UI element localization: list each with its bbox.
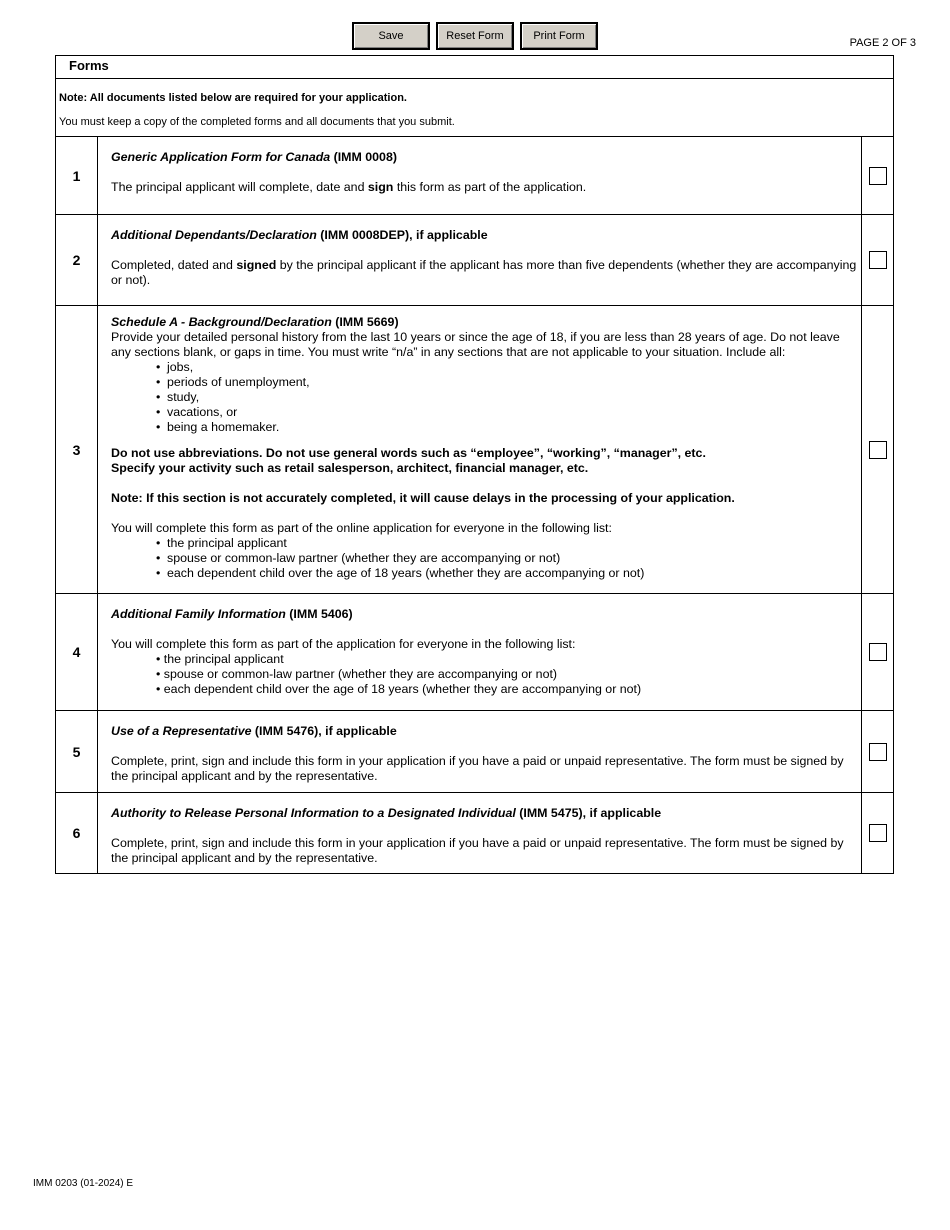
form-title: Schedule A - Background/Declaration [111,315,332,329]
form-4-checkbox[interactable] [869,643,887,661]
checkbox-cell [861,793,893,873]
form-2-checkbox[interactable] [869,251,887,269]
form-code: (IMM 5669) [331,315,399,329]
list-intro: You will complete this form as part of the application for everyone in the following list: [111,637,576,651]
checkbox-cell [861,594,893,710]
form-description: Completed, dated and signed by the principal applicant if the applicant has more than five dependents (whether they are accompanying or not). [111,258,857,287]
list-item: • spouse or common-law partner (whether they are accompanying or not) [156,551,857,566]
row-number: 6 [56,793,98,873]
list-item: • spouse or common-law partner (whether they are accompanying or not) [156,667,857,682]
print-form-button[interactable]: Print Form [520,22,598,50]
row-content [98,711,861,792]
form-title: Additional Dependants/Declaration [111,228,317,242]
activity-list [111,360,857,435]
form-3-checkbox[interactable] [869,441,887,459]
form-row-1 [56,137,893,215]
row-number: 2 [56,215,98,305]
section-title: Forms [56,56,893,79]
form-row-3 [56,306,893,594]
checkbox-cell [861,711,893,792]
form-code: (IMM 0008DEP), if applicable [316,228,488,242]
form-row-4 [56,594,893,711]
list-intro: You will complete this form as part of the online application for everyone in the following list: [111,521,612,535]
form-code: (IMM 5475), if applicable [515,806,662,820]
reset-form-button[interactable]: Reset Form [436,22,514,50]
list-item: • periods of unemployment, [156,375,857,390]
applicant-list [111,652,857,697]
row-number: 3 [56,306,98,593]
list-item: • vacations, or [156,405,857,420]
row-number: 5 [56,711,98,792]
abbreviation-warning: Do not use abbreviations. Do not use general words such as “employee”, “working”, “manager”, etc. [111,446,706,460]
list-item: • the principal applicant [156,652,857,667]
checkbox-cell [861,137,893,214]
form-code-footer: IMM 0203 (01-2024) E [33,1178,134,1189]
form-5-checkbox[interactable] [869,743,887,761]
page-number: PAGE 2 OF 3 [849,37,916,49]
form-title: Authority to Release Personal Information to a Designated Individual [111,806,516,820]
list-item: • jobs, [156,360,857,375]
form-1-checkbox[interactable] [869,167,887,185]
form-description: Complete, print, sign and include this form in your application if you have a paid or unpaid representative. The form must be signed by the principal applicant and by the representative. [111,754,844,783]
keep-copy-note: You must keep a copy of the completed forms and all documents that you submit. [59,116,455,128]
form-code: (IMM 5406) [285,607,353,621]
form-title: Generic Application Form for Canada [111,150,331,164]
form-row-5 [56,711,893,793]
row-content [98,594,861,710]
forms-section [55,55,894,874]
save-button[interactable]: Save [352,22,430,50]
activity-instruction: Specify your activity such as retail salesperson, architect, financial manager, etc. [111,461,589,475]
row-content [98,793,861,873]
list-item: • being a homemaker. [156,420,857,435]
form-code: (IMM 5476), if applicable [251,724,397,738]
form-intro: Provide your detailed personal history from the last 10 years or since the age of 18, if you are less than 28 years of age. Do not leave any sections blank, or gaps in time. You must write “n/a” in any sections that are not applicable to your situation. Include all: [111,330,840,359]
form-title: Use of a Representative [111,724,252,738]
row-content [98,215,861,305]
list-item: • the principal applicant [156,536,857,551]
row-number: 4 [56,594,98,710]
row-content [98,306,861,593]
row-number: 1 [56,137,98,214]
form-row-2 [56,215,893,306]
form-6-checkbox[interactable] [869,824,887,842]
form-description: Complete, print, sign and include this form in your application if you have a paid or unpaid representative. The form must be signed by the principal applicant and by the representative. [111,836,844,865]
form-row-6 [56,793,893,873]
instructions-note [56,79,893,137]
form-description: The principal applicant will complete, date and sign this form as part of the application. [111,180,587,194]
delay-note: Note: If this section is not accurately completed, it will cause delays in the processing of your application. [111,491,735,505]
applicant-list [111,536,857,581]
list-item: • study, [156,390,857,405]
form-code: (IMM 0008) [330,150,397,164]
form-toolbar [352,22,598,50]
checkbox-cell [861,215,893,305]
checkbox-cell [861,306,893,593]
row-content [98,137,861,214]
required-note: Note: All documents listed below are required for your application. [59,92,407,104]
list-item: • each dependent child over the age of 18 years (whether they are accompanying or not) [156,566,857,581]
form-title: Additional Family Information [111,607,286,621]
list-item: • each dependent child over the age of 18 years (whether they are accompanying or not) [156,682,857,697]
